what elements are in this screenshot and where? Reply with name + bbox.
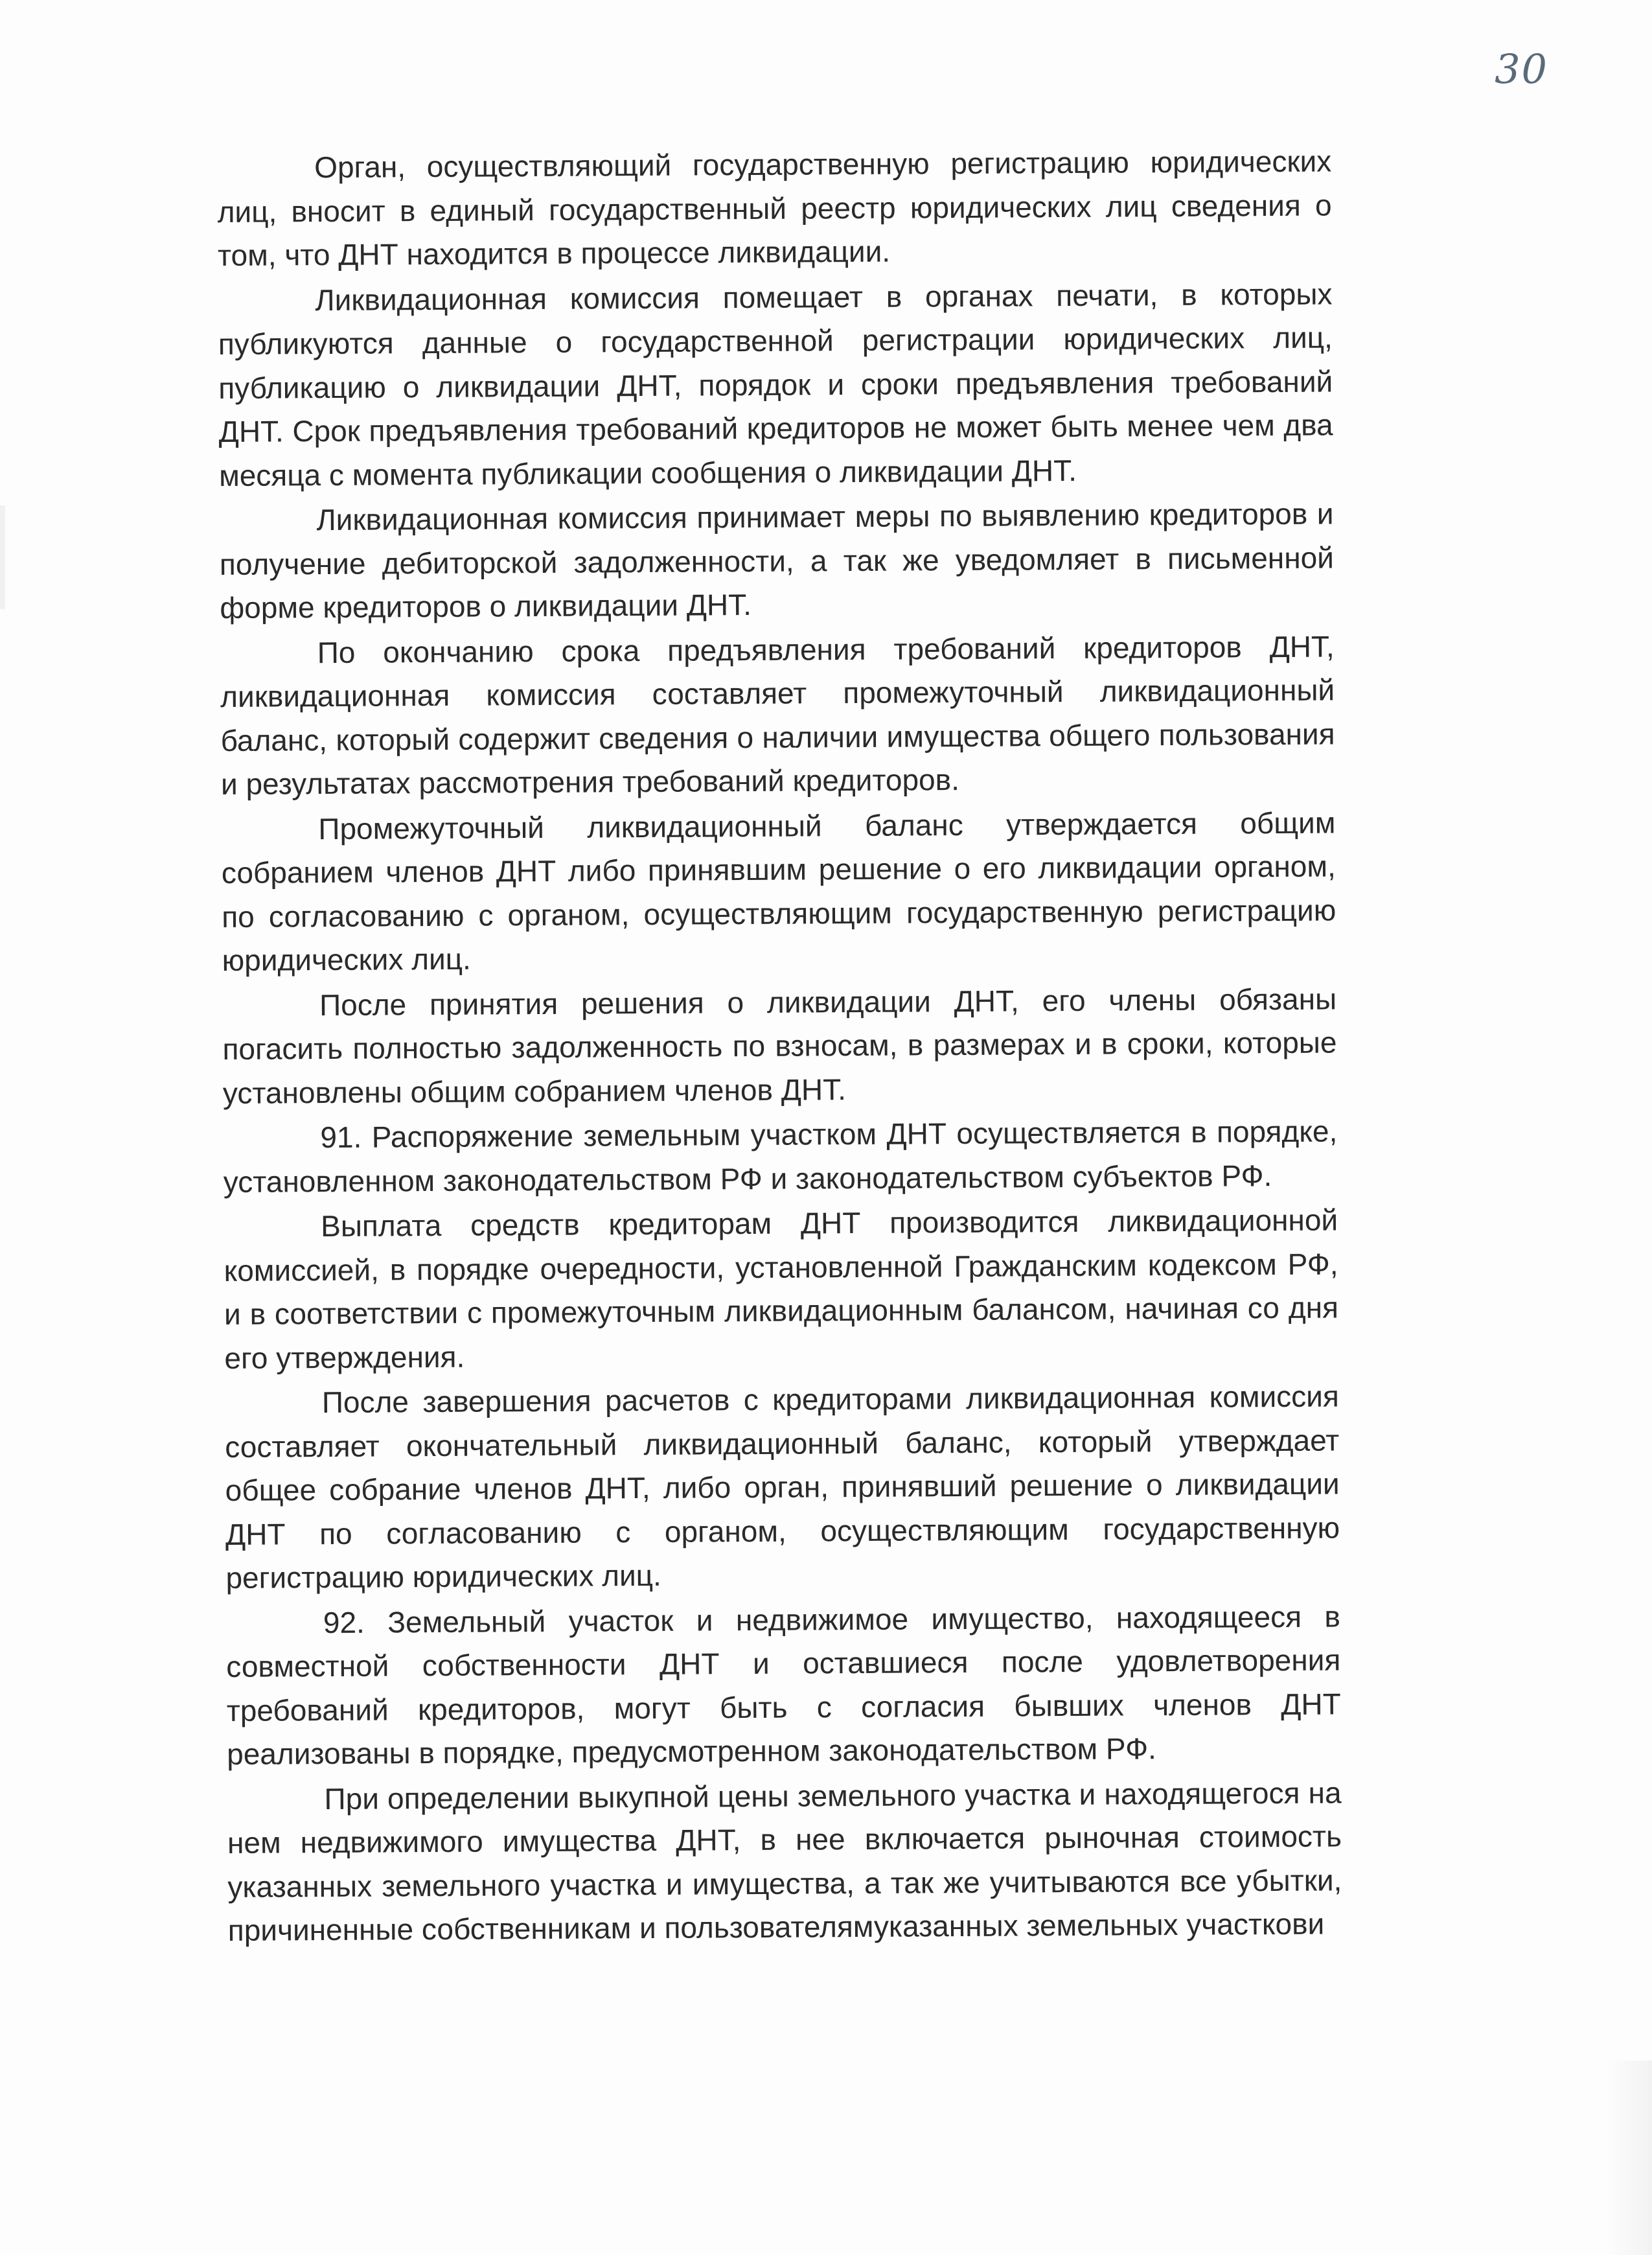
scan-edge-shadow-right	[1607, 2061, 1652, 2255]
paragraph: Ликвидационная комиссия принимает меры по выявлению кредиторов и получение дебиторской задолженности, а так же уведомляет в письменной форме кредиторов о ликвидации ДНТ.	[219, 496, 1335, 625]
paragraph-section-91: 91. Распоряжение земельным участком ДНТ осуществляется в порядке, установленном законодательством РФ и законодательством субъектов РФ.	[223, 1114, 1338, 1199]
paragraph: По окончанию срока предъявления требований кредиторов ДНТ, ликвидационная комиссия составляет промежуточный ликвидационный баланс, который содержит сведения о наличии имущества общего пользования и результатах рассмотрения требований кредиторов.	[220, 629, 1335, 801]
handwritten-page-number: 30	[1495, 45, 1548, 93]
paragraph: После завершения расчетов с кредиторами ликвидационная комиссия составляет окончательный ликвидационный баланс, который утверждает общее собрание членов ДНТ, либо орган, принявший решение о ликвидации ДНТ по согласованию с органом, осуществляющим государственную регистрацию юридических лиц.	[225, 1379, 1340, 1595]
paragraph: После принятия решения о ликвидации ДНТ, его члены обязаны погасить полностью задолженность по взносам, в размерах и в сроки, которые установлены общим собранием членов ДНТ.	[222, 981, 1337, 1110]
scan-edge-shadow-left	[0, 505, 5, 609]
paragraph: Выплата средств кредиторам ДНТ производится ликвидационной комиссией, в порядке очередности, установленной Гражданским кодексом РФ, и в соответствии с промежуточным ликвидационным балансом, начиная со дня его утверждения.	[224, 1203, 1339, 1375]
paragraph: Промежуточный ликвидационный баланс утверждается общим собранием членов ДНТ либо принявшим решение о его ликвидации органом, по согласованию с органом, осуществляющим государственную регистрацию юридических лиц.	[221, 805, 1337, 977]
document-body	[217, 139, 1342, 1952]
paragraph: При определении выкупной цены земельного участка и находящегося на нем недвижимого имущества ДНТ, в нее включается рыночная стоимость указанных земельного участка и имущества, а так же учитываются все убытки, причиненные собственникам и пользователямуказанных земельных участкови	[227, 1775, 1342, 1947]
paragraph: Орган, осуществляющий государственную регистрацию юридических лиц, вносит в единый государственный реестр юридических лиц сведения о том, что ДНТ находится в процессе ликвидации.	[217, 144, 1332, 272]
paragraph: Ликвидационная комиссия помещает в органах печати, в которых публикуются данные о государственной регистрации юридических лиц, публикацию о ликвидации ДНТ, порядок и сроки предъявления требований ДНТ. Срок предъявления требований кредиторов не может быть менее чем два месяца с момента публикации сообщения о ликвидации ДНТ.	[218, 276, 1333, 492]
paragraph-section-92: 92. Земельный участок и недвижимое имущество, находящееся в совместной собственности ДНТ и оставшиеся после удовлетворения требований кредиторов, могут быть с согласия бывших членов ДНТ реализованы в порядке, предусмотренном законодательством РФ.	[226, 1599, 1341, 1771]
